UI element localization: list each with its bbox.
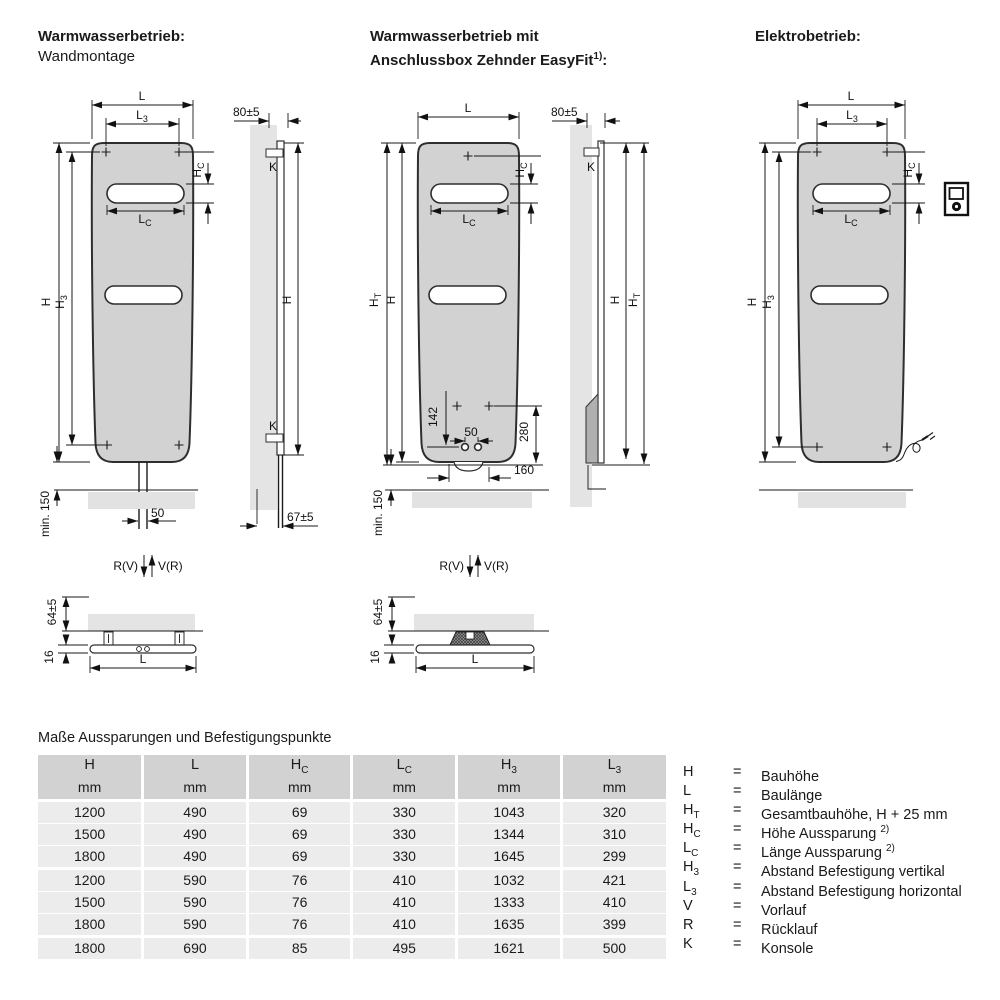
dim-label-67: 67±5	[287, 510, 314, 524]
diagram-electric	[720, 90, 1000, 675]
radiator-front-view	[383, 143, 549, 508]
dimension-HT-side	[626, 143, 644, 464]
dim-label-H: H	[384, 295, 398, 305]
dimension-16	[42, 636, 88, 664]
dimension-L-bottom	[90, 652, 196, 673]
label-K-top: K	[268, 160, 278, 174]
dim-label-64: 64±5	[371, 598, 385, 626]
flow-return-labels	[113, 555, 182, 577]
legend-item-L: L = Baulänge	[683, 783, 823, 804]
flow-label: V(R)	[158, 559, 183, 573]
konsole-top	[266, 149, 283, 157]
dim-label-L3: $L_3$	[136, 108, 148, 124]
table-row: 1800 490 69 330 1645 299	[38, 845, 666, 868]
wall-band	[414, 614, 534, 631]
dimension-80	[233, 105, 301, 128]
legend-item-R: R = Rücklauf	[683, 916, 818, 938]
towel-slot-upper	[431, 184, 508, 203]
table-row: 1500 490 69 330 1344 310	[38, 823, 666, 845]
legend-item-H: H = Bauhöhe	[683, 764, 820, 785]
dim-label-H: H	[745, 297, 759, 307]
dim-label-64: 64±5	[45, 598, 59, 626]
table-row: 1200 590 76 410 1032 421	[38, 868, 666, 891]
dim-label-HC: $H_C$	[513, 162, 529, 178]
col-header-H: H mm	[38, 755, 143, 800]
section-title-electric	[755, 27, 861, 47]
flow-label: V(R)	[484, 559, 509, 573]
floor-band	[412, 492, 532, 508]
power-plug	[922, 433, 935, 441]
radiator-front-view	[54, 143, 198, 529]
floor-band	[88, 492, 195, 509]
dim-label-HT: $H_T$	[626, 292, 642, 308]
return-label: R(V)	[439, 559, 464, 573]
dimension-H-side	[600, 143, 649, 459]
flow-return-labels	[439, 555, 508, 577]
dim-label-HC: $H_C$	[190, 162, 206, 178]
anschlussbox-notch	[466, 632, 474, 639]
dim-label-L: L	[464, 101, 472, 115]
dimension-80	[551, 105, 620, 128]
pipe-connection	[475, 444, 482, 451]
konsole-bottom	[266, 434, 283, 442]
dim-label-16: 16	[368, 650, 382, 664]
dim-label-H: H	[608, 295, 622, 305]
dim-label-H: H	[39, 297, 53, 307]
diagram-warmwater-wall-mount	[30, 90, 320, 675]
legend-item-L3: $L_3$ = Abstand Befestigung horizontal	[683, 878, 962, 900]
towel-slot-upper	[107, 184, 184, 203]
col-header-L: L mm	[143, 755, 248, 800]
easyfit-cover-bump	[454, 462, 483, 471]
dim-label-80: 80±5	[551, 105, 578, 119]
dim-label-min150: min. 150	[371, 489, 385, 537]
dim-label-160: 160	[514, 463, 535, 477]
radiator-front-view	[759, 143, 935, 508]
table-title: Maße Aussparungen und Befestigungspunkte	[38, 730, 332, 746]
dim-label-50: 50	[464, 425, 478, 439]
dim-label-H: H	[280, 295, 294, 305]
floor-band	[798, 492, 906, 508]
legend-item-HC: $H_C$ = Höhe Aussparung $^{2)}$	[683, 821, 890, 843]
wall-band	[88, 614, 195, 631]
towel-slot-upper	[813, 184, 890, 203]
dimension-min150	[371, 449, 391, 536]
dim-label-H3: $H_3$	[760, 295, 776, 309]
col-header-L3: $L_3$ mm	[561, 755, 666, 800]
label-K-bottom: K	[268, 419, 278, 433]
title-line: Warmwasserbetrieb mit	[370, 28, 539, 45]
dimension-H	[384, 143, 419, 462]
dimension-L3	[106, 108, 179, 146]
dim-label-LC: $L_C$	[462, 212, 476, 228]
legend	[683, 763, 995, 957]
col-header-LC: $L_C$ mm	[352, 755, 457, 800]
dim-label-L: L	[139, 652, 147, 666]
dimension-L-bottom	[416, 652, 534, 673]
table-row: 1800 590 76 410 1635 399	[38, 913, 666, 936]
pipe-connection	[462, 444, 469, 451]
radiator-slab	[598, 141, 604, 463]
legend-item-V: V = Vorlauf	[683, 897, 807, 919]
footnote-ref: 1)	[593, 51, 603, 62]
towel-slot-lower	[429, 286, 506, 304]
wall	[250, 125, 277, 510]
dimension-L	[418, 101, 519, 139]
dimension-table	[38, 755, 666, 960]
dim-label-H3: $H_3$	[53, 295, 69, 309]
section-title-easyfit	[370, 27, 607, 71]
anschlussbox-side	[586, 394, 598, 463]
dimension-64	[371, 597, 392, 631]
thermostat-control-icon	[945, 183, 968, 215]
diagram-warmwater-easyfit	[360, 90, 665, 675]
dim-label-HT: $H_T$	[367, 292, 383, 308]
konsole-top	[584, 148, 599, 156]
dimension-L3	[817, 108, 887, 146]
label-K: K	[586, 160, 596, 174]
dim-label-80: 80±5	[233, 105, 260, 119]
title-line: Warmwasserbetrieb:	[38, 28, 185, 45]
return-label: R(V)	[113, 559, 138, 573]
dim-label-50: 50	[151, 506, 165, 520]
table-row: 1500 590 76 410 1333 410	[38, 891, 666, 913]
dim-label-280: 280	[517, 421, 531, 443]
radiator-side-view	[250, 125, 284, 528]
table-header-row	[38, 755, 666, 800]
towel-slot-lower	[105, 286, 182, 304]
table-row: 1200 490 69 330 1043 320	[38, 800, 666, 823]
dimension-min150	[38, 446, 57, 537]
legend-item-H3: $H_3$ = Abstand Befestigung vertikal	[683, 859, 945, 881]
dim-label-min150: min. 150	[38, 490, 52, 538]
section-title-warmwater	[38, 27, 185, 67]
title-line: Anschlussbox Zehnder EasyFit$^{1)}$:	[370, 51, 608, 69]
dim-label-L: L	[847, 89, 855, 103]
radiator-side-view	[570, 125, 650, 507]
dim-label-L: L	[471, 652, 479, 666]
dim-label-LC: $L_C$	[138, 212, 152, 228]
dim-label-16: 16	[42, 650, 56, 664]
dimension-16	[368, 636, 414, 664]
col-header-HC: $H_C$ mm	[247, 755, 352, 800]
legend-item-HT: $H_T$ = Gesamtbauhöhe, H + 25 mm	[683, 802, 948, 824]
dim-label-L: L	[138, 89, 146, 103]
towel-slot-lower	[811, 286, 888, 304]
dim-label-142: 142	[426, 406, 440, 428]
dim-label-HC: $H_C$	[901, 162, 917, 178]
table-row: 1800 690 85 495 1621 500	[38, 936, 666, 959]
legend-item-K: K = Konsole	[683, 935, 814, 957]
subtitle-line: Wandmontage	[38, 48, 136, 65]
legend-item-LC: $L_C$ = Länge Aussparung $^{2)}$	[683, 840, 895, 862]
col-header-H3: $H_3$ mm	[457, 755, 562, 800]
dimension-64	[45, 597, 66, 631]
dim-label-LC: $L_C$	[844, 212, 858, 228]
title-line: Elektrobetrieb:	[755, 28, 861, 45]
dim-label-L3: $L_3$	[846, 108, 858, 124]
